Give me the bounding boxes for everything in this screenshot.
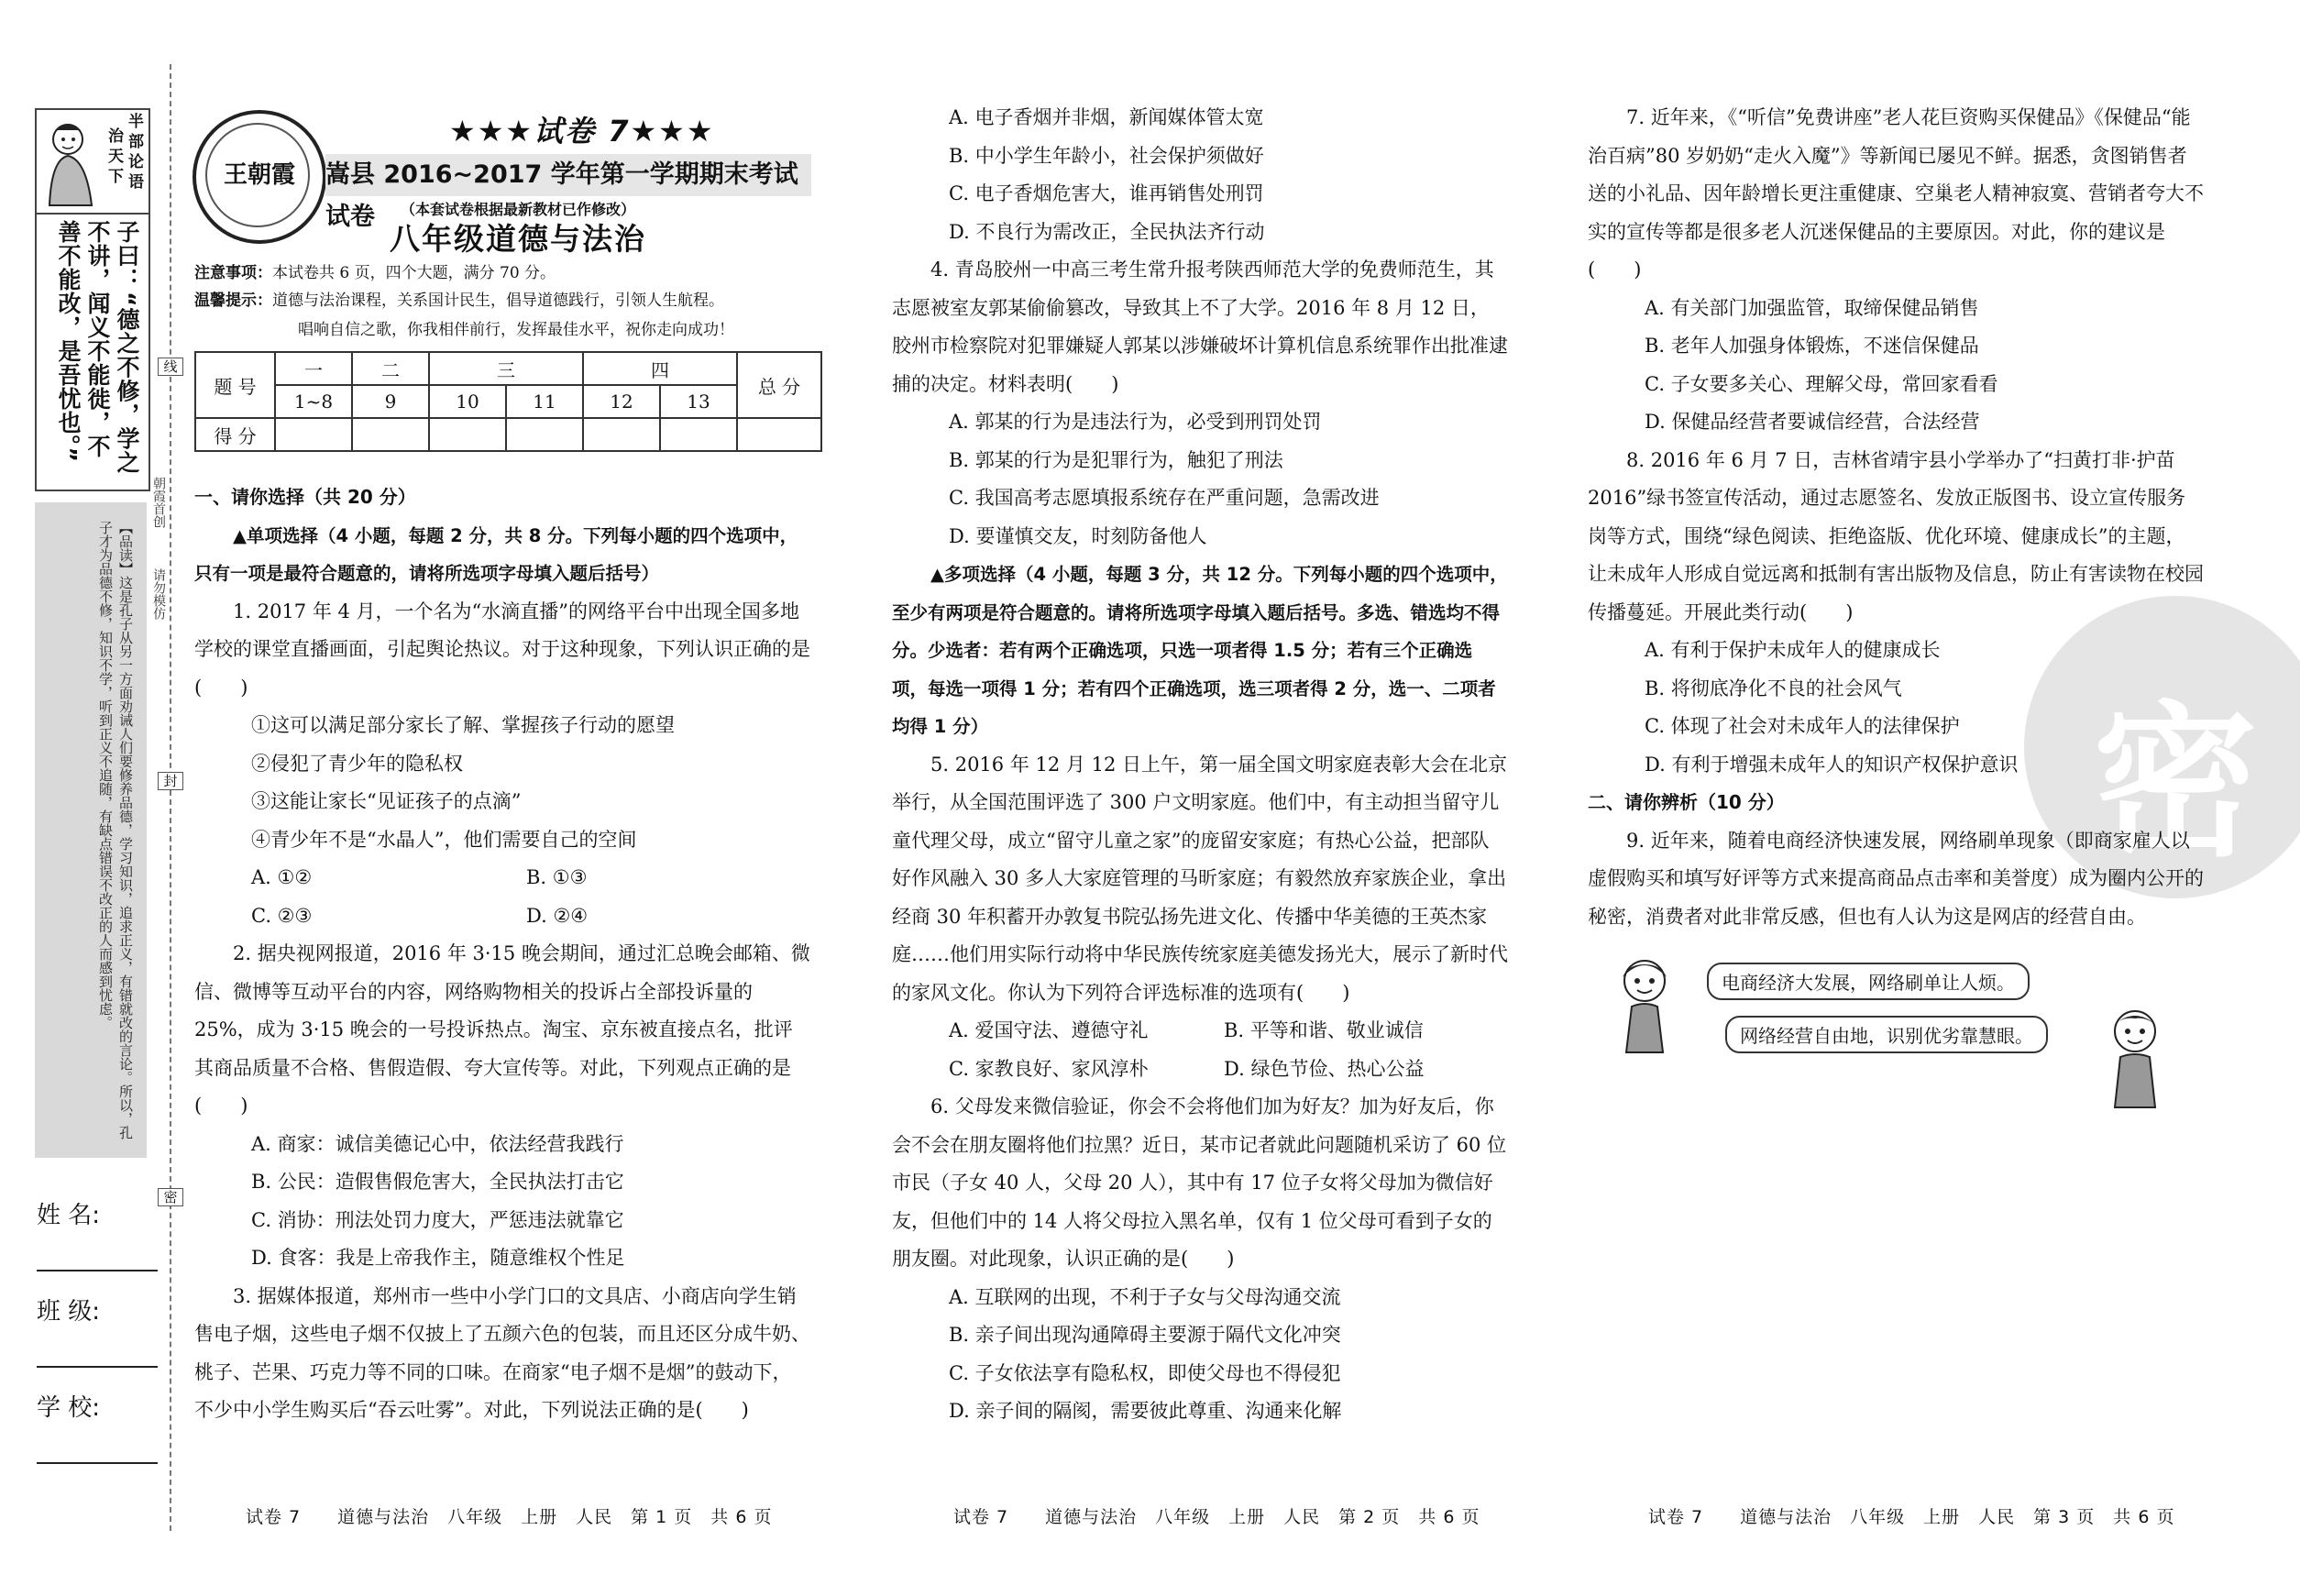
page-footer-1: 试卷 7 道德与法治 八年级 上册 人民 第 1 页 共 6 页 <box>246 1507 773 1527</box>
q5-option[interactable]: C. 家教良好、家风淳朴 <box>949 1057 1149 1080</box>
score-header-cell: 三 <box>429 352 583 385</box>
confucius-figure-icon <box>39 116 103 207</box>
q8-option[interactable]: B. 将彻底净化不良的社会风气 <box>1645 677 1902 699</box>
page-footer-2: 试卷 7 道德与法治 八年级 上册 人民 第 2 页 共 6 页 <box>953 1507 1480 1527</box>
score-question-cell: 1~8 <box>275 385 352 418</box>
score-question-cell: 9 <box>352 385 429 418</box>
class-label: 班 级: <box>37 1298 101 1326</box>
school-label: 学 校: <box>37 1394 101 1422</box>
motto-text: 子曰：“德之不修，学之不讲，闻义不能徙，不善不能改，是吾忧也。” <box>55 220 140 475</box>
speech-bubble-1: 电商经济大发展，网络刷单让人烦。 <box>1707 963 2030 1000</box>
q1-options-row <box>194 897 810 936</box>
proverb-char: 下 <box>108 168 124 186</box>
score-blank-cell[interactable] <box>660 418 737 451</box>
q2-option[interactable]: C. 消协：刑法处罚力度大，严惩违法就靠它 <box>251 1208 624 1231</box>
score-question-cell: 12 <box>583 385 660 418</box>
q5-option[interactable]: D. 绿色节俭、热心公益 <box>1224 1057 1425 1080</box>
q3-option[interactable]: D. 不良行为需改正，全民执法齐行动 <box>949 220 1265 243</box>
stamp-char: 密 <box>2092 688 2258 879</box>
proverb-char: 语 <box>128 173 144 192</box>
score-blank-cell[interactable] <box>737 418 821 451</box>
score-question-cell: 13 <box>660 385 737 418</box>
pindu-text: 【品读】这是孔子从另一方面劝诫人们要修养品德，学习知识，追求正义，有错就改的言论。所以，孔子才为品德不修，知识不学，听到正义不追随，有缺点错误不改正的人而感到忧虑。 <box>97 521 134 1139</box>
q5-option[interactable]: A. 爱国守法、遵德守礼 <box>949 1019 1149 1041</box>
q7-option[interactable]: D. 保健品经营者要诚信经营，合法经营 <box>1645 411 1980 433</box>
q4-option[interactable]: C. 我国高考志愿填报系统存在严重问题，急需改进 <box>949 487 1380 509</box>
q6-option[interactable]: A. 互联网的出现，不利于子女与父母沟通交流 <box>949 1285 1341 1308</box>
notice-text: 本试卷共 6 页，四个大题，满分 70 分。 <box>272 264 556 282</box>
column-3 <box>1588 99 2204 936</box>
q2-option[interactable]: A. 商家：诚信美德记心中，依法经营我践行 <box>251 1132 624 1155</box>
q1-statement: ④青少年不是“水晶人”，他们需要自己的空间 <box>251 828 637 851</box>
boy-cartoon-icon <box>2095 1004 2177 1109</box>
publisher-logo <box>193 110 326 244</box>
q4-option[interactable]: B. 郭某的行为是犯罪行为，触犯了刑法 <box>949 448 1283 471</box>
logo-text: 王朝霞 <box>223 161 295 189</box>
score-question-cell: 11 <box>506 385 583 418</box>
column-2 <box>892 99 1508 1431</box>
class-field[interactable] <box>37 1366 158 1368</box>
question-8: 8. 2016 年 6 月 7 日，吉林省靖宇县小学举办了“扫黄打非·护苗 2016”绿书签宣传活动，通过志愿签名、发放正版图书、设立宣传服务岗等方式，围绕“绿色阅读、拒绝盗版、优化环境、健康成长”的主题，让未成年人形成自觉远离和抵制有害出版物及信息，防止有害读物在校园传播蔓延。开展此类行动( ) <box>1588 448 2204 623</box>
q8-option[interactable]: C. 体现了社会对未成年人的法律保护 <box>1645 715 1960 737</box>
multi-choice-intro: ▲多项选择（4 小题，每题 3 分，共 12 分。下列每小题的四个选项中，至少有两项是符合题意的。请将所选项字母填入题后括号。多选、错选均不得分。少选者：若有两个正确选项，只选一项者得 1.5 分；若有三个正确选项，每选一项得 1 分；若有四个正确选项，选三项者得 2 分，选一、二项者均得 1 分） <box>892 564 1508 737</box>
q5-option[interactable]: B. 平等和谐、敬业诚信 <box>1224 1019 1424 1041</box>
q8-option[interactable]: D. 有利于增强未成年人的知识产权保护意识 <box>1645 753 2019 776</box>
motto-box <box>35 213 150 491</box>
proverb-char: 半 <box>128 113 144 131</box>
score-blank-cell[interactable] <box>506 418 583 451</box>
paper-title: 嵩县 2016~2017 学年第一学期期末考试试卷 <box>325 154 811 196</box>
score-header-cell: 题 号 <box>195 352 275 418</box>
score-blank-cell[interactable] <box>429 418 506 451</box>
score-row-label: 得 分 <box>195 418 275 451</box>
cheer-line: 唱响自信之歌，你我相伴前行，发挥最佳水平，祝你走向成功！ <box>298 321 734 339</box>
question-5: 5. 2016 年 12 月 12 日上午，第一届全国文明家庭表彰大会在北京举行，从全国范围评选了 300 户文明家庭。他们中，有主动担当留守儿童代理父母，成立“留守儿童之家”的庞留安家庭；有热心公益，把部队好作风融入 30 多人大家庭管理的马昕家庭；有毅然放弃家族企业，拿出经商 30 年积蓄开办敦复书院弘扬先进文化、传播中华美德的王英杰家庭……他们用实际行动将中华民族传统家庭美德发扬光大，展示了新时代的家风文化。你认为下列符合评选标准的选项有( ) <box>892 753 1508 1004</box>
q2-option[interactable]: B. 公民：造假售假危害大，全民执法打击它 <box>251 1171 624 1193</box>
tip-line <box>194 290 724 313</box>
q1-option[interactable]: C. ②③ <box>251 904 313 927</box>
q1-option[interactable]: A. ①② <box>251 866 313 888</box>
q5-options-row <box>892 1051 1508 1089</box>
q8-option[interactable]: A. 有利于保护未成年人的健康成长 <box>1645 639 1941 661</box>
q4-option[interactable]: D. 要谨慎交友，时刻防备他人 <box>949 524 1207 547</box>
q1-options-row <box>194 859 810 897</box>
question-3: 3. 据媒体报道，郑州市一些中小学门口的文具店、小商店向学生销售电子烟，这些电子烟不仅披上了五颜六色的包装，而且还区分成牛奶、桃子、芒果、巧克力等不同的口味。在商家“电子烟不是烟”的鼓动下，不少中小学生购买后“吞云吐雾”。对此，下列说法正确的是( ) <box>194 1284 810 1421</box>
q1-option[interactable]: B. ①③ <box>526 866 588 888</box>
score-header-cell: 二 <box>352 352 429 385</box>
vertical-note: 请勿模仿 <box>151 568 166 620</box>
section-2-heading: 二、请你辨析（10 分） <box>1588 791 1785 813</box>
vertical-note: 朝霞首创 <box>151 477 166 528</box>
q7-option[interactable]: C. 子女要多关心、理解父母，常回家看看 <box>1645 372 1998 395</box>
section-1-heading: 一、请你选择（共 20 分） <box>194 486 416 508</box>
tip-label: 温馨提示： <box>194 292 272 310</box>
paper-note: （本套试卷根据最新教材已作修改） <box>401 201 636 218</box>
score-blank-cell[interactable] <box>583 418 660 451</box>
q1-statement: ③这能让家长“见证孩子的点滴” <box>251 790 522 812</box>
q7-option[interactable]: B. 老年人加强身体锻炼，不迷信保健品 <box>1645 335 1979 357</box>
paper-subject: 八年级道德与法治 <box>390 221 646 257</box>
speech-bubble-2: 网络经营自由地，识别优劣靠慧眼。 <box>1725 1016 2048 1053</box>
notice-line <box>194 262 556 285</box>
proverb-header-box <box>35 108 150 215</box>
cut-label: 线 <box>158 358 183 376</box>
q3-option[interactable]: A. 电子香烟并非烟，新闻媒体管太宽 <box>949 106 1264 128</box>
proverb-char: 治 <box>108 127 124 146</box>
name-label: 姓 名: <box>37 1202 101 1229</box>
score-header-cell: 总 分 <box>737 352 821 418</box>
cut-label: 密 <box>158 1188 183 1206</box>
school-field[interactable] <box>37 1462 158 1464</box>
proverb-char: 论 <box>128 153 144 171</box>
score-header-cell: 一 <box>275 352 352 385</box>
q6-option[interactable]: B. 亲子间出现沟通障碍主要源于隔代文化冲突 <box>949 1324 1341 1346</box>
cut-label: 封 <box>158 772 183 790</box>
proverb-char: 部 <box>128 133 144 151</box>
page-footer-3: 试卷 7 道德与法治 八年级 上册 人民 第 3 页 共 6 页 <box>1648 1507 2175 1527</box>
score-blank-cell[interactable] <box>275 418 352 451</box>
notice-label: 注意事项： <box>194 264 272 282</box>
single-choice-intro: ▲单项选择（4 小题，每题 2 分，共 8 分。下列每小题的四个选项中，只有一项是最符合题意的，请将所选项字母填入题后括号） <box>194 524 798 584</box>
question-1: 1. 2017 年 4 月，一个名为“水滴直播”的网络平台中出现全国多地学校的课堂直播画面，引起舆论热议。对于这种现象，下列认识正确的是( ) <box>194 600 810 699</box>
q7-option[interactable]: A. 有关部门加强监管，取缔保健品销售 <box>1645 296 1979 319</box>
tip-text: 道德与法治课程，关系国计民生，倡导道德践行，引领人生航程。 <box>272 292 724 310</box>
paper-number: ★★★试卷 7★★★ <box>449 114 715 149</box>
q3-option[interactable]: B. 中小学生年龄小，社会保护须做好 <box>949 144 1264 167</box>
name-field[interactable] <box>37 1270 158 1271</box>
q6-option[interactable]: D. 亲子间的隔阂，需要彼此尊重、沟通来化解 <box>949 1400 1342 1422</box>
q3-option[interactable]: C. 电子香烟危害大，谁再销售处刑罚 <box>949 182 1264 204</box>
question-9: 9. 近年来，随着电商经济快速发展，网络刷单现象（即商家雇人以虚假购买和填写好评等方式来提高商品点击率和美誉度）成为圈内公开的秘密，消费者对此非常反感，但也有人认为这是网店的经营自由。 <box>1588 829 2204 928</box>
q4-option[interactable]: A. 郭某的行为是违法行为，必受到刑罚处罚 <box>949 411 1322 433</box>
cut-line <box>170 64 171 1531</box>
q5-options-row <box>892 1012 1508 1051</box>
score-blank-cell[interactable] <box>352 418 429 451</box>
q2-option[interactable]: D. 食客：我是上帝我作主，随意维权个性足 <box>251 1247 625 1269</box>
q1-option[interactable]: D. ②④ <box>526 904 589 927</box>
column-1 <box>194 479 810 1430</box>
pindu-box <box>35 502 147 1158</box>
question-4: 4. 青岛胶州一中高三考生常升报考陕西师范大学的免费师范生，其志愿被室友郭某偷偷篡改，导致其上不了大学。2016 年 8 月 12 日，胶州市检察院对犯罪嫌疑人郭某以涉嫌破坏计算机信息系统罪作出批准逮捕的决定。材料表明( ) <box>892 259 1508 395</box>
q1-statement: ②侵犯了青少年的隐私权 <box>251 752 463 775</box>
score-header-cell: 四 <box>583 352 737 385</box>
q6-option[interactable]: C. 子女依法享有隐私权，即使父母也不得侵犯 <box>949 1361 1341 1384</box>
score-table <box>194 351 822 452</box>
question-7: 7. 近年来，《“听信”免费讲座”老人花巨资购买保健品》《保健品“能治百病”80 岁奶奶“走火入魔”》等新闻已屡见不鲜。据悉，贪图销售者送的小礼品、因年龄增长更注重健康、空巢老人精神寂寞、营销者夸大不实的宣传等都是很多老人沉迷保健品的主要原因。对此，你的建议是( ) <box>1588 106 2204 281</box>
score-question-cell: 10 <box>429 385 506 418</box>
q1-statement: ①这可以满足部分家长了解、掌握孩子行动的愿望 <box>251 714 675 736</box>
question-2: 2. 据央视网报道，2016 年 3·15 晚会期间，通过汇总晚会邮箱、微信、微博等互动平台的内容，网络购物相关的投诉占全部投诉量的 25%，成为 3·15 晚会的一号投诉热点。淘宝、京东被直接点名，批评其商品质量不合格、售假造假、夸大宣传等。对此，下列观点正确的是( ) <box>194 942 810 1117</box>
girl-cartoon-icon <box>1606 953 1689 1054</box>
question-6: 6. 父母发来微信验证，你会不会将他们加为好友？加为好友后，你会不会在朋友圈将他们拉黑？近日，某市记者就此问题随机采访了 60 位市民（子女 40 人，父母 20 人），其中有 17 位子女将父母加为微信好友，但他们中的 14 人将父母拉入黑名单，仅有 1 位父母可看到子女的朋友圈。对此现象，认识正确的是( ) <box>892 1095 1507 1270</box>
proverb-char: 天 <box>108 148 124 166</box>
